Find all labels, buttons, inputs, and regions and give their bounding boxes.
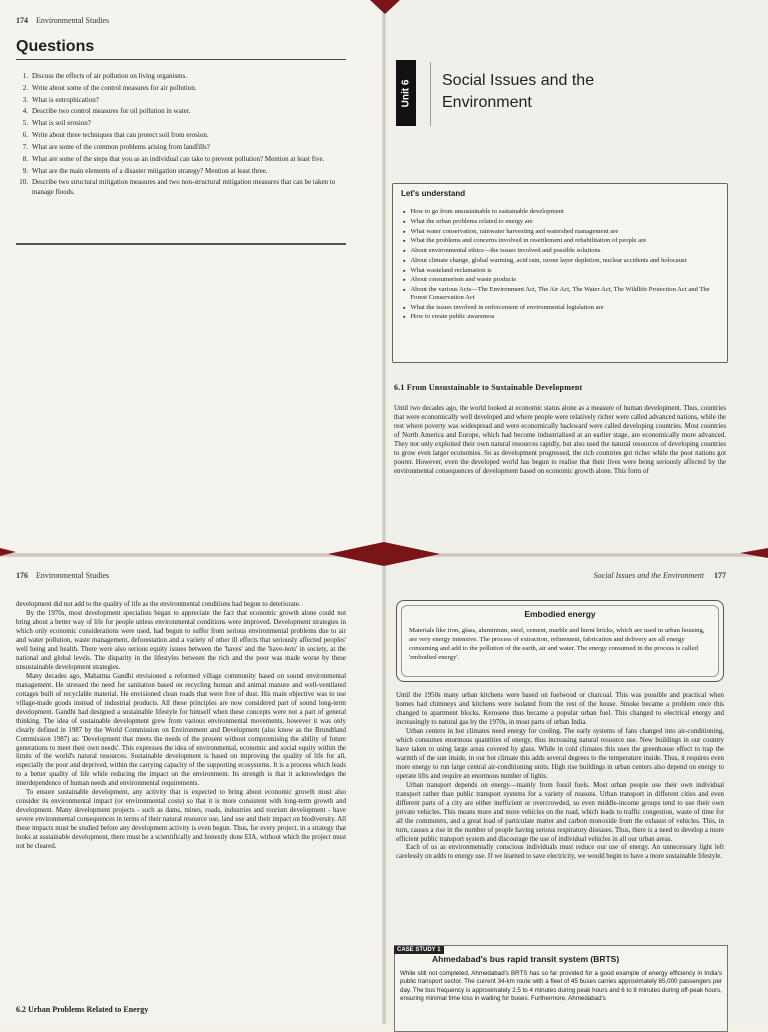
question-item <box>16 107 346 116</box>
question-text: What is eutrophication? <box>32 95 99 104</box>
spine-fold <box>382 0 386 1024</box>
learning-objective-text: ▪ What the urban problems related to energy are <box>410 217 533 225</box>
page-number: 177 <box>714 571 726 580</box>
box-title: Embodied energy <box>524 609 596 619</box>
heading-rule <box>16 59 346 60</box>
body-paragraph: Urban centers in hot climates need energy for cooling. The early systems of fans changed into air-conditioning, which consumes enormous quantities of energy, thus increasing natural resource use. New buildings in our country have taken to using large areas covered by glass. While in cold climates this uses the greenhouse effect to trap the warmth of the sun inside, in our hot climate this adds several degrees to the temperature inside. Thus, it requires even more energy to run large central air-conditioning units. High rise buildings in urban centers also depend on energy to operate lifts and require an enormous number of lights. <box>396 727 724 780</box>
running-head <box>16 571 109 580</box>
question-item <box>16 84 346 93</box>
question-text: Write about some of the control measures for air pollution. <box>32 83 197 92</box>
learning-objective-text: ▪ How to go from unsustainable to sustainable development <box>410 208 564 215</box>
question-text: What are the main elements of a disaster mitigation strategy? Mention at least three. <box>32 166 268 175</box>
question-number: 3. <box>22 95 28 104</box>
question-number: 8. <box>22 154 28 163</box>
section-6-1-text: Until two decades ago, the world looked at economic status alone as a measure of human development. Thus, countries that were economically well developed and where people were relatively richer were called advanced nations, while the rest where poverty was widespread and were economically backward were called developing countries. Most countries of North America and Europe, which had become industrialised at an earlier stage, are economically more advanced. They not only exploited their own natural resources rapidly, but also used the natural resources of developing countries to grow even larger economies. So as development progressed, the rich countries got richer while the poor nations got poorer. However, even the developed world has begun to realise that their lives were being seriously affected by the environmental consequences of development based on economic growth alone. This form of <box>394 405 726 475</box>
question-text: Discuss the effects of air pollution on living organisms. <box>32 72 188 80</box>
page-177-body <box>396 692 724 862</box>
learning-objective <box>403 257 719 266</box>
learning-objective-text: ▪ How to create public awareness <box>410 313 495 321</box>
question-item <box>16 131 346 140</box>
question-text: What is soil erosion? <box>32 119 91 128</box>
question-number: 2. <box>22 83 28 92</box>
embodied-energy-box <box>396 600 724 682</box>
body-paragraph: Each of us as environmentally conscious individuals must reduce our use of energy. An unnecessary light left carelessly on adds to energy use. If we learned to save electricity, we would begin to have a more sustainable lifestyle. <box>396 844 724 861</box>
learning-objective <box>403 304 719 313</box>
running-head <box>594 571 734 580</box>
body-paragraph: development did not add to the quality of life as the environmental conditions had begun to deteriorate. <box>16 601 301 608</box>
section-end-rule <box>16 243 346 245</box>
learning-objective <box>403 286 719 303</box>
question-text: What are some of the common problems arising from landfills? <box>32 142 210 151</box>
question-number: 10. <box>19 178 28 187</box>
question-number: 5. <box>22 119 28 128</box>
body-paragraph: To ensure sustainable development, any activity that is expected to bring about economic growth must also consider its environmental impact (or environmental costs) so that it is more consistent with long-term growth and development. Many development projects - such as dams, mines, roads, industries and tourism development - have severe environmental consequences in terms of their natural resource use, land use and their impact on biodiversity. All these impacts must be studied before any development activity is even begun. Thus, for every project, in a strategy that looks at sustainable development, there must be a scientifically and honestly done EIA, without which the project must not be cleared. <box>16 789 346 851</box>
learning-objective <box>403 218 719 227</box>
question-number: 6. <box>22 131 28 140</box>
learning-objective-text: ▪ About environmental ethics—the issues involved and possible solutions <box>410 247 601 254</box>
question-text: Write about three techniques that can protect soil from erosion. <box>32 131 209 140</box>
running-head-title: Environmental Studies <box>36 571 110 580</box>
learning-objective <box>403 247 719 256</box>
question-item <box>16 167 346 176</box>
question-text: Describe two structural mitigation measures and two non-structural mitigation measures that can be taken to manage floods. <box>32 178 336 196</box>
case-study-text: While still not completed, Ahmedabad's BRTS has so far provided for a good example of energy efficiency in India's public transport sector. The current 34-km route with a fleet of 45 buses carries approximately 85,000 passengers per day. The bus frequency is approximately 2.5 to 4 minutes during peak hours and 6 to 8 minutes during off-peak hours, ensuring minimal time loss in waiting for buses. Furthermore, Ahmedabad's <box>400 970 722 1002</box>
case-study-title: Ahmedabad's bus rapid transit system (BRTS) <box>432 954 620 964</box>
running-head <box>16 16 109 25</box>
chapter-title-line2: Environment <box>442 93 532 111</box>
question-item <box>16 119 346 128</box>
learning-objective <box>403 208 719 217</box>
question-text: What are some of the steps that you as an individual can take to prevent pollution? Mention at least five. <box>32 154 325 163</box>
question-number: 7. <box>22 142 28 151</box>
questions-heading: Questions <box>16 38 95 55</box>
learning-objective <box>403 276 719 285</box>
question-number: 9. <box>22 166 28 175</box>
question-text: Describe two control measures for oil pollution in water. <box>32 107 191 116</box>
section-heading-6-1: 6.1 From Unsustainable to Sustainable Development <box>394 383 583 392</box>
question-item <box>16 143 346 152</box>
question-item <box>16 178 346 197</box>
lets-understand-list <box>403 208 719 323</box>
running-head-title: Social Issues and the Environment <box>593 571 704 580</box>
learning-objective <box>403 267 719 276</box>
case-study-tag: CASE STUDY 1 <box>394 946 444 954</box>
page-176-body <box>16 601 346 852</box>
question-item <box>16 155 346 164</box>
question-item <box>16 72 346 81</box>
body-paragraph: Urban transport depends on energy—mainly from fossil fuels. Most urban people use their own individual transport rather than public transport systems for a variety of reasons. Urban transport in different cities and even different parts of a city are either inefficient or overcrowded, so even middle-income groups tend to use their own private vehicles. This means more and more vehicles on the road, which leads to traffic congestion, waste of time for all the commuters, and a great load of particulate matter and carbon monoxide from the exhaust of vehicles. This, in turn, causes a rise in the number of people having serious respiratory diseases. Thus, there is a need to develop a more efficient public transport system and discourage the use of individual vehicles in all our urban areas. <box>396 781 724 843</box>
learning-objective <box>403 228 719 237</box>
learning-objective <box>403 237 719 246</box>
learning-objective-text: ▪ What water conservation, rainwater harvesting and watershed management are <box>410 227 619 235</box>
question-item <box>16 96 346 105</box>
section-heading-6-2: 6.2 Urban Problems Related to Energy <box>16 1005 149 1014</box>
question-number: 4. <box>22 107 28 116</box>
learning-objective-text: ▪ What the issues involved in enforcement of environmental legislation are <box>410 303 604 311</box>
questions-list <box>16 72 346 200</box>
unit-label: Unit 6 <box>400 79 412 107</box>
learning-objective-text: ▪ What the problems and concerns involved in resettlement and rehabilitation of people are <box>410 237 647 245</box>
chapter-title-line1: Social Issues and the <box>442 72 595 89</box>
body-paragraph: Many decades ago, Mahatma Gandhi envisioned a reformed village community based on sound environmental management. He stressed the need for sanitation based on recycling human and animal manure and well-ventilated cottages built of recyclable material. He envisioned clean roads that were free of dust. His main objective was to use village-made goods instead of industrial products. All these principles are now considered part of sound long-term development. Gandhi had designed a sustainable lifestyle for himself when these concepts were not a part of general thinking. The idea of sustainable development grew from various environmental movements, however it was only clearly defined in 1987 by the World Commission on Environment and Development (also know as the Brundtland Commission 1987) as: 'Development that meets the needs of the present without compromising the ability of future generations to meet their own needs'. This expresses the idea of environmental, economic and social equity within the limits of the world's natural resources. Sustainable development is based on improving the quality of life for all, especially the poor and deprived, within the carrying capacity of the supporting ecosystems. It is a process which leads to a better quality of life while reducing the impact on the environment. Its strength is that it acknowledges the interdependence of human needs and environmental requirements. <box>16 672 346 788</box>
page-number: 176 <box>16 571 28 580</box>
page-number: 174 <box>16 16 28 25</box>
unit-divider <box>430 62 431 126</box>
learning-objective-text: ▪ About consumerism and waste products <box>410 276 516 284</box>
body-paragraph: By the 1970s, most development specialists began to appreciate the fact that economic growth alone could not bring about a better way of life for people unless environmental conditions were improved. Development strategies in which only economic considerations were used, had begun to suffer from serious environmental problems due to air and water pollution, waste management, deforestation and a variety of other ill effects that seriously affected peoples' well being and health. There were also serious equity issues between the 'haves' and the 'have-nots' in society, at the national and global levels. The disparity in the lifestyles between the rich and the poor was made worse by these unsustainable development strategies. <box>16 609 346 671</box>
body-paragraph: Until the 1950s many urban kitchens were based on fuelwood or charcoal. This was possible and practical when homes had chimneys and kitchens were isolated from the rest of the house. Smoke became a problem once this changed to apartment blocks. Kerosene thus became a popular urban fuel. This changed to electrical energy and increasingly to natural gas by the 1970s, in most parts of urban India. <box>396 692 724 726</box>
learning-objective-text: ▪ What wasteland reclamation is <box>410 266 492 274</box>
unit-tab <box>396 60 416 126</box>
lets-understand-box <box>392 183 728 363</box>
chapter-title <box>442 70 742 113</box>
lets-understand-heading: Let's understand <box>401 189 466 198</box>
running-head-title: Environmental Studies <box>36 16 110 25</box>
learning-objective-text: ▪ About climate change, global warming, acid rain, ozone layer depletion, nuclear accidents and holocaust <box>410 256 687 264</box>
learning-objective <box>403 313 719 322</box>
learning-objective-text: ▪ About the various Acts—The Environment Act, The Air Act, The Water Act, The Wildlife Protection Act and The Forest Conservation Act <box>410 286 710 302</box>
box-text: Materials like iron, glass, aluminium, steel, cement, marble and burnt bricks, which are used in urban housing, are very energy intensive. The process of extraction, refinement, fabrication and delivery are all energy consuming and add to the pollution of the earth, air and water. The energy consumed in the process is called 'embodied energy'. <box>409 627 705 661</box>
question-number: 1. <box>22 72 28 80</box>
